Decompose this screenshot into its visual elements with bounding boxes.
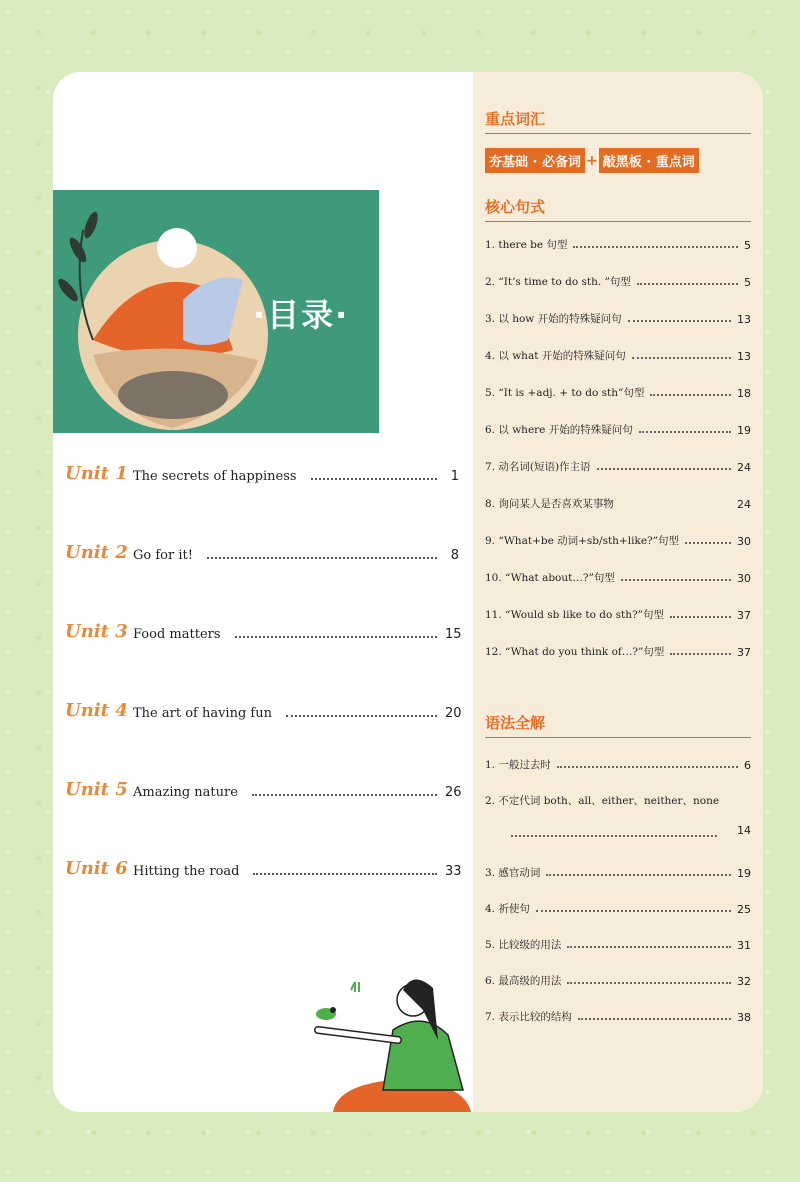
toc-text: 5. “It is +adj. + to do sth”句型 [485, 387, 645, 399]
toc-text: 1. there be 句型 [485, 239, 568, 251]
toc-text: 1. 一般过去时 [485, 759, 551, 771]
toc-page: 31 [737, 939, 751, 952]
toc-row[interactable] [485, 896, 751, 916]
leader-dots [637, 282, 738, 285]
toc-row[interactable] [485, 860, 751, 880]
toc-row[interactable] [485, 454, 751, 474]
vocab-heading: 重点词汇 [485, 108, 751, 134]
leader-dots [573, 245, 738, 248]
toc-text: 12. “What do you think of…?”句型 [485, 646, 665, 658]
unit-label: Unit 3 [65, 621, 128, 642]
toc-text: 3. 以 how 开始的特殊疑问句 [485, 313, 622, 325]
unit-label: Unit 1 [65, 463, 128, 484]
toc-text: 7. 表示比较的结构 [485, 1011, 572, 1023]
unit-title: Hitting the road [133, 864, 240, 879]
toc-text: 4. 祈使句 [485, 903, 530, 915]
vocab-tags [485, 148, 699, 173]
leader-dots [252, 793, 437, 796]
toc-text: 5. 比较级的用法 [485, 939, 562, 951]
leader-dots [620, 504, 731, 507]
unit-row[interactable] [65, 612, 462, 642]
unit-row[interactable] [65, 849, 462, 879]
unit-page: 1 [450, 469, 459, 484]
unit-label: Unit 4 [65, 700, 128, 721]
toc-row[interactable] [485, 232, 751, 252]
leader-dots [235, 635, 437, 638]
unit-title: Amazing nature [133, 785, 238, 800]
leader-dots [207, 556, 437, 559]
leader-dots [597, 467, 731, 470]
toc-text: 8. 询问某人是否喜欢某事物 [485, 498, 614, 510]
plus-sign: + [586, 152, 598, 169]
toc-row[interactable] [485, 639, 751, 659]
unit-row[interactable] [65, 454, 459, 484]
leader-dots [546, 873, 731, 876]
toc-page: 18 [737, 387, 751, 400]
toc-row[interactable] [485, 932, 751, 952]
toc-text: 2. 不定代词 both、all、either、neither、none [485, 795, 720, 807]
unit-label: Unit 6 [65, 858, 128, 879]
toc-text: 10. “What about…?”句型 [485, 572, 615, 584]
unit-title: The secrets of happiness [133, 469, 297, 484]
toc-page: 19 [737, 424, 751, 437]
toc-page: 30 [737, 572, 751, 585]
leader-dots [557, 765, 738, 768]
leader-dots [311, 477, 437, 480]
leader-dots [567, 945, 731, 948]
toc-row[interactable] [485, 565, 751, 585]
toc-row[interactable] [485, 602, 751, 622]
toc-row[interactable] [485, 343, 751, 363]
toc-row[interactable] [485, 968, 751, 988]
toc-page: 13 [737, 350, 751, 363]
leader-dots [670, 652, 731, 655]
toc-row[interactable] [485, 752, 751, 772]
unit-title: Go for it! [133, 548, 193, 563]
toc-row[interactable] [485, 306, 751, 326]
unit-row[interactable] [65, 533, 459, 563]
leader-dots [670, 615, 731, 618]
leader-dots [685, 541, 731, 544]
toc-row[interactable] [485, 1004, 751, 1024]
toc-row[interactable] [485, 528, 751, 548]
toc-row[interactable] [485, 269, 751, 289]
unit-page: 33 [445, 864, 462, 879]
contents-title: ·目录· [253, 296, 350, 334]
right-pane [473, 72, 763, 1112]
leader-dots [650, 393, 731, 396]
unit-page: 20 [445, 706, 462, 721]
toc-page: 30 [737, 535, 751, 548]
toc-text: 9. “What+be 动词+sb/sth+like?”句型 [485, 535, 680, 547]
leader-dots [578, 1017, 731, 1020]
toc-text: 6. 以 where 开始的特殊疑问句 [485, 424, 633, 436]
toc-page: 5 [744, 239, 751, 252]
leader-dots [621, 578, 731, 581]
contents-banner [53, 190, 379, 433]
vocab-tag: 敲黑板 · 重点词 [599, 148, 699, 173]
sentences-heading: 核心句式 [485, 196, 751, 222]
toc-text: 3. 感官动词 [485, 867, 541, 879]
unit-page: 26 [445, 785, 462, 800]
leader-dots [286, 714, 437, 717]
unit-row[interactable] [65, 770, 462, 800]
unit-label: Unit 2 [65, 542, 128, 563]
vocab-tag: 夯基础 · 必备词 [485, 148, 585, 173]
left-pane [53, 72, 473, 1112]
leader-dots [567, 981, 731, 984]
leader-dots [639, 430, 731, 433]
unit-page: 8 [450, 548, 459, 563]
bird-girl-illustration [263, 940, 473, 1112]
unit-page: 15 [445, 627, 462, 642]
toc-page: 24 [737, 461, 751, 474]
toc-page: 24 [737, 498, 751, 511]
toc-page: 25 [737, 903, 751, 916]
leader-dots [253, 872, 437, 875]
toc-page: 37 [737, 609, 751, 622]
contents-card [53, 72, 763, 1112]
leader-dots [632, 356, 731, 359]
unit-title: Food matters [133, 627, 221, 642]
toc-row[interactable] [485, 788, 751, 808]
toc-page: 19 [737, 867, 751, 880]
grammar-heading: 语法全解 [485, 712, 751, 738]
leader-dots [536, 909, 731, 912]
toc-text: 7. 动名词(短语)作主语 [485, 461, 591, 473]
toc-row[interactable] [485, 417, 751, 437]
leader-dots [511, 834, 717, 837]
toc-text: 4. 以 what 开始的特殊疑问句 [485, 350, 626, 362]
unit-row[interactable] [65, 691, 462, 721]
toc-row[interactable] [485, 491, 751, 511]
toc-page: 14 [737, 824, 751, 837]
toc-row[interactable] [485, 380, 751, 400]
toc-page: 5 [744, 276, 751, 289]
toc-page: 6 [744, 759, 751, 772]
toc-text: 6. 最高级的用法 [485, 975, 562, 987]
leader-dots [628, 319, 731, 322]
unit-title: The art of having fun [133, 706, 272, 721]
toc-page: 37 [737, 646, 751, 659]
toc-text: 11. “Would sb like to do sth?”句型 [485, 609, 664, 621]
toc-page: 38 [737, 1011, 751, 1024]
toc-text: 2. “It’s time to do sth. ”句型 [485, 276, 631, 288]
toc-page: 13 [737, 313, 751, 326]
toc-page: 32 [737, 975, 751, 988]
unit-label: Unit 5 [65, 779, 128, 800]
